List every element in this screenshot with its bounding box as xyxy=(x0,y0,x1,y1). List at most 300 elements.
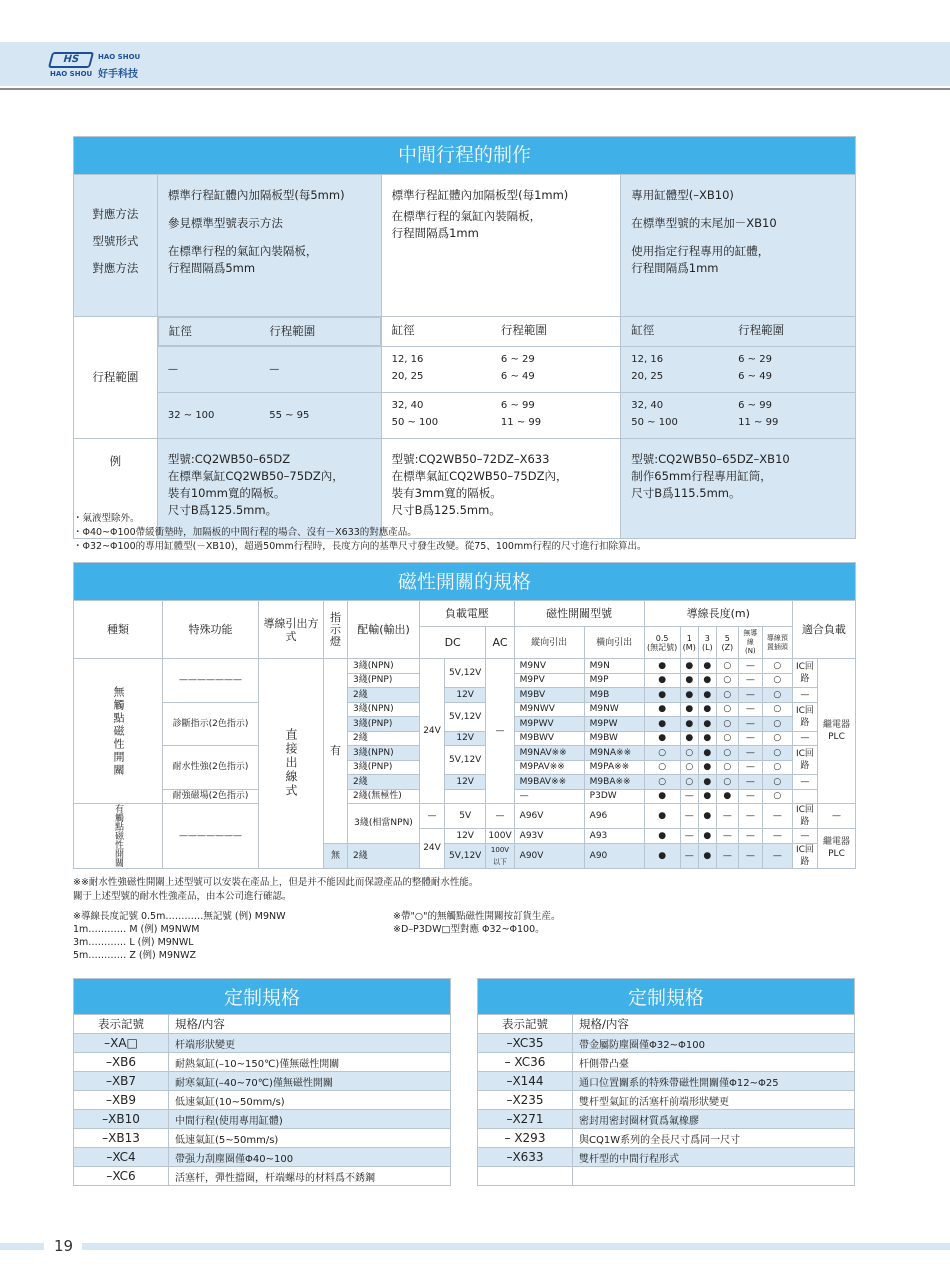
range-r1-c1 xyxy=(157,347,381,393)
text: 在標準行程的氣缸內裝隔板， xyxy=(167,244,318,258)
load-relay: 繼電器PLC xyxy=(818,659,856,804)
model-cell: A90 xyxy=(584,843,644,868)
text: 裝有3mm寬的隔板。 xyxy=(391,486,502,500)
load-type: IC回路 xyxy=(792,843,817,868)
col-lead: 導線引出方式 xyxy=(259,601,324,659)
cell: 12, 16 xyxy=(631,354,664,365)
model-cell: A93V xyxy=(514,829,584,844)
note: ※D–P3DW□型對應 Φ32~Φ100。 xyxy=(393,924,545,935)
spec-code: –XC35 xyxy=(478,1034,573,1053)
method-1 xyxy=(157,175,381,317)
length-mark: ● xyxy=(698,688,716,703)
header-divider xyxy=(0,88,950,90)
length-mark: — xyxy=(680,829,698,844)
spec-desc: 低速氣缸(5~50mm/s) xyxy=(169,1129,451,1148)
load-relay: 繼電器PLC xyxy=(818,829,856,869)
length-mark: ● xyxy=(644,829,680,844)
table-title: 定制規格 xyxy=(74,979,451,1015)
wire-type: 3綫(PNP) xyxy=(348,673,420,688)
col-length: 導線長度(m) xyxy=(644,601,792,627)
col-indicator: 指示燈 xyxy=(324,601,348,659)
notes-1 xyxy=(73,512,647,554)
example-label: 例 xyxy=(74,439,158,539)
model-cell: M9N xyxy=(584,659,644,674)
spec-desc: 耐熱氣缸(–10~150℃)僅無磁性開關 xyxy=(169,1053,451,1072)
cell: 6 ~ 29 xyxy=(500,354,535,365)
load-type: — xyxy=(792,775,817,790)
spec-code: –XB13 xyxy=(74,1129,169,1148)
length-mark: ● xyxy=(680,673,698,688)
text: 在標準氣缸CQ2WB50–75DZ內， xyxy=(167,469,344,483)
length-mark: ● xyxy=(698,760,716,775)
range-head-3 xyxy=(621,317,856,347)
voltage-cell: 100V xyxy=(486,829,514,844)
brand-sub: HAO SHOU xyxy=(50,70,93,78)
text: 制作65mm行程專用缸筒， xyxy=(631,469,772,483)
custom-spec-table-left xyxy=(73,978,451,1186)
length-mark: ● xyxy=(644,673,680,688)
model-cell: A96V xyxy=(514,804,584,829)
text: 在標準型號的末尾加－XB10 xyxy=(631,216,777,230)
s: (M) xyxy=(682,642,696,652)
cell: 32 ~ 100 xyxy=(167,410,215,421)
example-3 xyxy=(621,439,856,539)
cell: 11 ~ 99 xyxy=(738,417,779,428)
length-mark: ● xyxy=(698,659,716,674)
length-mark: ● xyxy=(644,804,680,829)
spec-desc: 耐寒氣缸(–40~70℃)僅無磁性開關 xyxy=(169,1072,451,1091)
col-len5 xyxy=(738,627,762,659)
note: ・Φ32~Φ100的專用缸體型(－XB10)，超過50mm行程時，長度方向的基準尺寸發生改變。從75、100mm行程的尺寸進行扣除算出。 xyxy=(73,541,647,552)
model-cell: M9BA※※ xyxy=(584,775,644,790)
model-cell: M9B xyxy=(584,688,644,703)
model-cell: M9NWV xyxy=(514,702,584,717)
length-mark: — xyxy=(762,829,792,844)
length-mark: ○ xyxy=(716,760,738,775)
length-mark: ● xyxy=(680,659,698,674)
text: 尺寸B爲125.5mm。 xyxy=(391,503,501,517)
length-mark: ● xyxy=(644,688,680,703)
text: 標準行程缸體內加隔板型(每5mm) xyxy=(167,188,345,202)
wire-type: 3綫(PNP) xyxy=(348,760,420,775)
wire-type: 3綫(NPN) xyxy=(348,659,420,674)
length-mark: — xyxy=(738,717,762,732)
notes-3a xyxy=(73,910,286,962)
length-mark: ○ xyxy=(762,746,792,761)
spec-desc: 帶金屬防塵圈僅Φ32~Φ100 xyxy=(573,1034,855,1053)
length-mark: ○ xyxy=(762,789,792,804)
brand-name-zh: 好手科技 xyxy=(98,69,138,80)
model-cell: M9BAV※※ xyxy=(514,775,584,790)
indicator-no: 無 xyxy=(324,843,348,868)
spec-desc: 中間行程(使用專用缸體) xyxy=(169,1110,451,1129)
row-labels xyxy=(74,175,158,317)
cell: 20, 25 xyxy=(631,371,664,382)
range-r1-c3 xyxy=(621,347,856,393)
cell: 55 ~ 95 xyxy=(269,410,310,421)
text: 參見標準型號表示方法 xyxy=(167,216,283,230)
text: 裝有10mm寬的隔板。 xyxy=(167,486,286,500)
range-label: 行程範圍 xyxy=(74,317,158,439)
length-mark: ○ xyxy=(716,688,738,703)
model-cell: — xyxy=(514,789,584,804)
length-mark: — xyxy=(738,760,762,775)
col-horizontal: 橫向引出 xyxy=(584,627,644,659)
length-mark: — xyxy=(716,804,738,829)
range-head-1 xyxy=(158,317,381,346)
note: 5m………… Z (例) M9NWZ xyxy=(73,950,197,961)
wire-type: 3綫(PNP) xyxy=(348,717,420,732)
wire-type: 2綫 xyxy=(348,688,420,703)
voltage-cell: 5V xyxy=(445,804,486,829)
spec-code: –XA□ xyxy=(74,1034,169,1053)
note: ※帶"○"的無觸點磁性開關按訂貨生産。 xyxy=(393,911,561,922)
s: 置插頭 xyxy=(766,642,788,651)
length-mark: — xyxy=(738,789,762,804)
length-mark: — xyxy=(738,775,762,790)
voltage-24v: 24V xyxy=(420,829,445,869)
load-type: — xyxy=(792,829,817,844)
length-mark: — xyxy=(738,804,762,829)
v: 0.5 xyxy=(655,633,669,643)
length-mark: ○ xyxy=(716,702,738,717)
spec-code xyxy=(478,1167,573,1186)
v: 1 xyxy=(686,633,692,643)
spec-desc: 低速氣缸(10~50mm/s) xyxy=(169,1091,451,1110)
model-cell: M9BW xyxy=(584,731,644,746)
func-diagnostic: 診斷指示(2色指示) xyxy=(163,702,259,746)
length-mark: ○ xyxy=(680,760,698,775)
col-desc: 規格/内容 xyxy=(573,1015,855,1034)
head: 缸徑 xyxy=(168,324,192,338)
length-mark: ○ xyxy=(716,659,738,674)
length-mark: ○ xyxy=(762,659,792,674)
kind-contactless: 無觸點磁性開關 xyxy=(74,659,163,804)
range-r2-c1 xyxy=(157,393,381,439)
length-mark: — xyxy=(738,746,762,761)
head: 行程範圍 xyxy=(738,323,785,337)
model-cell: M9NV xyxy=(514,659,584,674)
cell: 6 ~ 49 xyxy=(500,371,535,382)
note: ・Φ40~Φ100帶緩衝墊時，加隔板的中間行程的場合、沒有－X633的對應產品。 xyxy=(73,527,417,538)
page-header xyxy=(0,42,950,86)
v: 無導線 xyxy=(743,629,758,646)
load-type: IC回路 xyxy=(792,659,817,688)
table-title: 磁性開關的規格 xyxy=(74,563,856,601)
col-model: 磁性開關型號 xyxy=(514,601,644,627)
load-type xyxy=(792,789,817,804)
length-mark: ○ xyxy=(716,775,738,790)
custom-spec-table-right xyxy=(477,978,855,1186)
load-type: IC回路 xyxy=(792,702,817,731)
model-cell: M9NAV※※ xyxy=(514,746,584,761)
col-desc: 規格/内容 xyxy=(169,1015,451,1034)
text: 標準行程缸體內加隔板型(每1mm) xyxy=(391,188,569,202)
spec-desc: 通口位置關系的特殊帶磁性開關僅Φ12~Φ25 xyxy=(573,1072,855,1091)
length-mark: ● xyxy=(698,746,716,761)
spec-code: –X235 xyxy=(478,1091,573,1110)
note: 3m………… L (例) M9NWL xyxy=(73,937,194,948)
col-len6 xyxy=(762,627,792,659)
length-mark: ○ xyxy=(680,746,698,761)
length-mark: ○ xyxy=(762,717,792,732)
col-ac: AC xyxy=(486,627,514,659)
model-cell: M9BV xyxy=(514,688,584,703)
spec-code: –XB7 xyxy=(74,1072,169,1091)
length-mark: ● xyxy=(698,775,716,790)
col-voltage: 負載電壓 xyxy=(420,601,515,627)
range-r2-c2 xyxy=(381,393,621,439)
length-mark: ○ xyxy=(716,746,738,761)
length-mark: — xyxy=(738,731,762,746)
cell: 11 ~ 99 xyxy=(500,417,542,428)
length-mark: ● xyxy=(680,731,698,746)
load-type: IC回路 xyxy=(792,746,817,775)
spec-desc: 杆端形狀變更 xyxy=(169,1034,451,1053)
col-wire: 配輸(輸出) xyxy=(348,601,420,659)
cell: — xyxy=(269,364,280,375)
length-mark: — xyxy=(738,673,762,688)
col-len1 xyxy=(644,627,680,659)
note: ※※耐水性強磁性開關上述型號可以安裝在產品上，但是并不能因此而保證產品的整體耐水性能。 xyxy=(73,877,479,888)
dc-voltage xyxy=(445,789,486,804)
spec-desc: 雙杆型氣缸的活塞杆前端形狀變更 xyxy=(573,1091,855,1110)
head: 行程範圍 xyxy=(500,323,547,337)
col-vertical: 縱向引出 xyxy=(514,627,584,659)
cell: 20, 25 xyxy=(391,371,424,382)
length-mark: ● xyxy=(698,804,716,829)
length-mark: ● xyxy=(698,829,716,844)
wire-type: 2綫 xyxy=(348,775,420,790)
length-mark: — xyxy=(738,702,762,717)
dc-voltage: 5V,12V xyxy=(445,746,486,775)
spec-code: –XB6 xyxy=(74,1053,169,1072)
voltage-cell: — xyxy=(486,804,514,829)
length-mark: — xyxy=(680,789,698,804)
wire-type: 3綫(相當NPN) xyxy=(348,804,420,844)
note: 關于上述型號的耐水性強產品，由本公司進行確認。 xyxy=(73,891,292,902)
length-mark: ● xyxy=(698,789,716,804)
text: 行程間隔爲1mm xyxy=(391,226,479,240)
func-none: ——————— xyxy=(163,804,259,869)
cell: — xyxy=(167,364,178,375)
model-cell: M9PAV※※ xyxy=(514,760,584,775)
spec-code: –X144 xyxy=(478,1072,573,1091)
load-type: — xyxy=(792,731,817,746)
brand-logo-mark: HS xyxy=(48,52,94,68)
load-type: IC回路 xyxy=(792,804,817,829)
cell: 6 ~ 49 xyxy=(738,371,772,382)
length-mark: ● xyxy=(698,717,716,732)
note: 1m………… M (例) M9NWM xyxy=(73,924,200,935)
model-cell: M9PW xyxy=(584,717,644,732)
v: 導線預 xyxy=(766,633,788,642)
length-mark: ● xyxy=(644,659,680,674)
voltage-cell: 12V xyxy=(445,829,486,844)
spec-desc: 密封用密封圈材質爲氟橡膠 xyxy=(573,1110,855,1129)
length-mark: ● xyxy=(698,702,716,717)
length-mark: ○ xyxy=(762,673,792,688)
head: 缸徑 xyxy=(631,323,655,337)
col-len4 xyxy=(716,627,738,659)
dc-voltage: 5V,12V xyxy=(445,702,486,731)
length-mark: — xyxy=(762,843,792,868)
switch-spec-table xyxy=(73,562,856,869)
voltage-cell: 5V,12V xyxy=(445,843,486,868)
s: (無記號) xyxy=(647,642,678,652)
cell: 6 ~ 99 xyxy=(738,400,772,411)
length-mark: ● xyxy=(698,731,716,746)
spec-code: –XB9 xyxy=(74,1091,169,1110)
spec-code: –X633 xyxy=(478,1148,573,1167)
page-number: 19 xyxy=(54,1237,74,1255)
cell: 32, 40 xyxy=(631,400,664,411)
func-water: 耐水性強(2色指示) xyxy=(163,746,259,790)
length-mark: ● xyxy=(698,843,716,868)
spec-desc: 雙杆型的中間行程形式 xyxy=(573,1148,855,1167)
text: 行程間隔爲5mm xyxy=(167,261,256,275)
notes-2 xyxy=(73,876,478,904)
method-2 xyxy=(381,175,621,317)
kind-contact: 有觸點磁性開關 xyxy=(74,804,163,869)
load-type: — xyxy=(792,688,817,703)
col-code: 表示記號 xyxy=(74,1015,169,1034)
label: 對應方法 xyxy=(92,260,139,275)
note: ※導線長度記號 0.5m…………無記號 (例) M9NW xyxy=(73,911,286,922)
text: 型號:CQ2WB50–72DZ–X633 xyxy=(391,452,550,466)
text: 行程間隔爲1mm xyxy=(631,261,719,275)
voltage-24v: 24V xyxy=(420,659,445,804)
model-cell: A93 xyxy=(584,829,644,844)
spec-code: –X271 xyxy=(478,1110,573,1129)
s: (Z) xyxy=(721,642,734,652)
length-mark: ● xyxy=(680,717,698,732)
length-mark: ○ xyxy=(762,731,792,746)
col-func: 特殊功能 xyxy=(163,601,259,659)
length-mark: — xyxy=(738,843,762,868)
func-none: ——————— xyxy=(163,659,259,703)
notes-3b xyxy=(393,910,561,936)
head: 行程範圍 xyxy=(269,324,316,338)
text: 尺寸B爲115.5mm。 xyxy=(631,486,741,500)
length-mark: — xyxy=(716,843,738,868)
length-mark: ○ xyxy=(762,760,792,775)
wire-type: 2綫 xyxy=(348,843,420,868)
wire-type: 2綫(無極性) xyxy=(348,789,420,804)
label: 對應方法 xyxy=(92,206,139,221)
spec-code: –XC6 xyxy=(74,1167,169,1186)
v: 3 xyxy=(704,633,710,643)
cell: 12, 16 xyxy=(391,354,424,365)
length-mark: — xyxy=(716,829,738,844)
dc-voltage: 12V xyxy=(445,775,486,790)
spec-code: – X293 xyxy=(478,1129,573,1148)
cell: 50 ~ 100 xyxy=(631,417,678,428)
model-cell: A96 xyxy=(584,804,644,829)
range-head-2 xyxy=(381,317,621,347)
model-cell: M9NA※※ xyxy=(584,746,644,761)
spec-desc: 與CQ1W系列的全長尺寸爲同一尺寸 xyxy=(573,1129,855,1148)
col-code: 表示記號 xyxy=(478,1015,573,1034)
model-cell: M9P xyxy=(584,673,644,688)
brand-name-en: HAO SHOU xyxy=(98,53,141,61)
dc-voltage: 12V xyxy=(445,688,486,703)
cell: 50 ~ 100 xyxy=(391,417,439,428)
method-3 xyxy=(621,175,856,317)
dc-voltage: 5V,12V xyxy=(445,659,486,688)
mid-stroke-table xyxy=(73,136,856,539)
range-r1-c2 xyxy=(381,347,621,393)
wire-type: 3綫(NPN) xyxy=(348,746,420,761)
note: ・氣液型除外。 xyxy=(73,513,140,524)
ac-voltage: — xyxy=(486,659,514,804)
length-mark: ● xyxy=(644,843,680,868)
length-mark: — xyxy=(738,829,762,844)
col-load: 適合負載 xyxy=(792,601,855,659)
text: 型號:CQ2WB50–65DZ xyxy=(167,452,291,466)
col-kind: 種類 xyxy=(74,601,163,659)
cell: 32, 40 xyxy=(391,400,424,411)
load-extra: — xyxy=(818,804,856,829)
col-len3 xyxy=(698,627,716,659)
lead-type: 直接出線式 xyxy=(259,659,324,869)
model-cell: A90V xyxy=(514,843,584,868)
spec-desc: 杆側帶凸臺 xyxy=(573,1053,855,1072)
length-mark: ● xyxy=(680,702,698,717)
model-cell: M9PWV xyxy=(514,717,584,732)
wire-type: 2綫 xyxy=(348,731,420,746)
footer-bar-left xyxy=(0,1243,44,1250)
spec-desc: 活塞杆，彈性擋圈，杆端螺母的材料爲不銹鋼 xyxy=(169,1167,451,1186)
length-mark: ○ xyxy=(716,717,738,732)
spec-desc xyxy=(573,1167,855,1186)
length-mark: — xyxy=(762,804,792,829)
length-mark: ○ xyxy=(762,702,792,717)
col-dc: DC xyxy=(420,627,486,659)
text: 型號:CQ2WB50–65DZ–XB10 xyxy=(631,452,790,466)
cell: 6 ~ 99 xyxy=(500,400,535,411)
footer-bar-right xyxy=(82,1243,950,1250)
wire-type: 3綫(NPN) xyxy=(348,702,420,717)
s: (L) xyxy=(701,642,713,652)
range-r2-c3 xyxy=(621,393,856,439)
length-mark: ○ xyxy=(762,688,792,703)
spec-code: –XB10 xyxy=(74,1110,169,1129)
length-mark: ○ xyxy=(644,760,680,775)
model-cell: P3DW xyxy=(584,789,644,804)
spec-code: – XC36 xyxy=(478,1053,573,1072)
model-cell: M9PA※※ xyxy=(584,760,644,775)
length-mark: — xyxy=(680,843,698,868)
length-mark: ● xyxy=(680,688,698,703)
length-mark: ○ xyxy=(644,746,680,761)
length-mark: ● xyxy=(698,673,716,688)
length-mark: ● xyxy=(716,789,738,804)
col-len2 xyxy=(680,627,698,659)
head: 缸徑 xyxy=(391,323,415,337)
length-mark: ○ xyxy=(716,673,738,688)
cell: 6 ~ 29 xyxy=(738,354,772,365)
dc-dash: — xyxy=(420,804,445,829)
indicator-yes: 有 xyxy=(324,659,348,844)
length-mark: ○ xyxy=(680,775,698,790)
label: 型號形式 xyxy=(92,233,139,248)
length-mark: — xyxy=(738,688,762,703)
spec-code: –XC4 xyxy=(74,1148,169,1167)
model-cell: M9PV xyxy=(514,673,584,688)
length-mark: — xyxy=(738,659,762,674)
dc-voltage: 12V xyxy=(445,731,486,746)
